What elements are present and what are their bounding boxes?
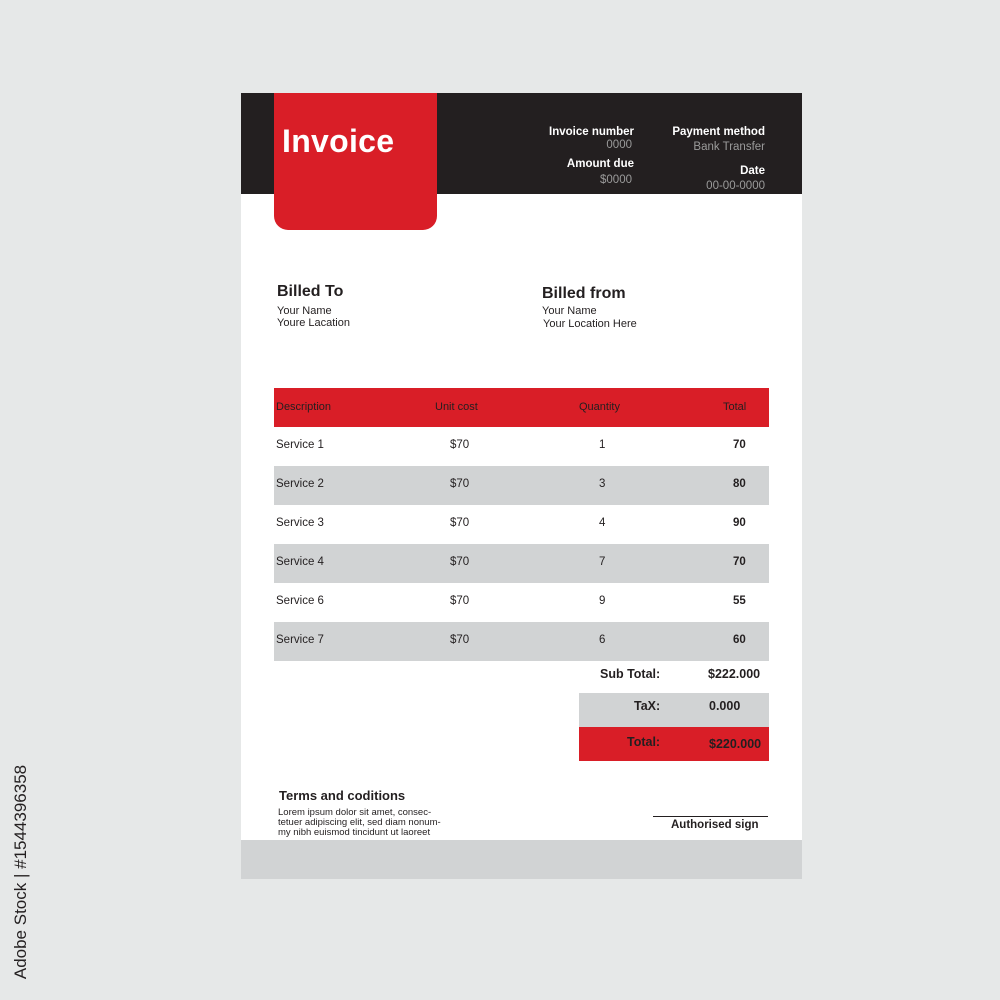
invoice-sheet <box>241 93 802 879</box>
stock-id-text: Adobe Stock | #1544396358 <box>11 764 30 980</box>
billed-from-name: Your Name <box>542 305 597 317</box>
row-description: Service 1 <box>276 439 324 451</box>
invoice-number-label: Invoice number <box>549 126 634 138</box>
row-unit-cost: $70 <box>450 517 470 529</box>
date-value: 00-00-0000 <box>706 180 765 192</box>
terms-line: tetuer adipiscing elit, sed diam nonum- <box>278 817 441 828</box>
signature-line <box>653 816 768 817</box>
row-unit-cost: $70 <box>450 634 470 646</box>
billed-to-heading: Billed To <box>277 283 344 300</box>
invoice-number-value: 0000 <box>606 139 632 151</box>
col-quantity: Quantity <box>579 401 620 413</box>
amount-due-label: Amount due <box>566 158 634 170</box>
total-label: Total: <box>627 735 661 749</box>
row-description: Service 7 <box>276 634 324 646</box>
terms-line: Lorem ipsum dolor sit amet, consec- <box>278 807 432 818</box>
row-total: 60 <box>733 634 746 646</box>
row-unit-cost: $70 <box>450 556 470 568</box>
signature-label: Authorised sign <box>671 819 759 831</box>
amount-due-value: $0000 <box>600 174 632 186</box>
col-total: Total <box>723 401 747 413</box>
invoice-title: Invoice <box>282 123 395 159</box>
table-header <box>274 388 769 427</box>
row-quantity: 4 <box>599 517 606 529</box>
tax-box <box>579 693 769 727</box>
billed-from-heading: Billed from <box>542 285 626 302</box>
row-quantity: 9 <box>599 595 606 607</box>
row-quantity: 1 <box>599 439 606 451</box>
billed-from-location: Your Location Here <box>543 318 637 330</box>
row-quantity: 7 <box>599 556 606 568</box>
table-row <box>274 622 769 661</box>
col-unit-cost: Unit cost <box>435 401 478 413</box>
row-total: 90 <box>733 517 746 529</box>
row-description: Service 4 <box>276 556 324 568</box>
row-unit-cost: $70 <box>450 478 470 490</box>
table-row <box>274 583 769 622</box>
col-description: Description <box>276 401 332 413</box>
row-description: Service 2 <box>276 478 324 490</box>
subtotal-value: $222.000 <box>708 667 761 681</box>
title-block <box>274 93 437 230</box>
row-description: Service 3 <box>276 517 324 529</box>
billed-to-location: Youre Lacation <box>277 317 350 329</box>
subtotal-label: Sub Total: <box>600 667 661 681</box>
total-box <box>579 727 769 761</box>
row-quantity: 6 <box>599 634 606 646</box>
payment-method-value: Bank Transfer <box>693 141 765 153</box>
table-row <box>274 544 769 583</box>
row-total: 80 <box>733 478 746 490</box>
billed-to-name: Your Name <box>277 305 332 317</box>
total-value: $220.000 <box>709 737 762 751</box>
row-total: 55 <box>733 595 746 607</box>
row-description: Service 6 <box>276 595 324 607</box>
row-quantity: 3 <box>599 478 606 490</box>
table-row <box>274 466 769 505</box>
terms-heading: Terms and coditions <box>279 788 406 803</box>
tax-value: 0.000 <box>709 699 741 713</box>
table-row <box>274 427 769 466</box>
row-unit-cost: $70 <box>450 439 470 451</box>
footer-bar <box>241 840 802 879</box>
row-total: 70 <box>733 556 746 568</box>
row-unit-cost: $70 <box>450 595 470 607</box>
table-row <box>274 505 769 544</box>
tax-label: TaX: <box>634 699 661 713</box>
row-total: 70 <box>733 439 746 451</box>
terms-line: my nibh euismod tincidunt ut laoreet <box>278 827 431 838</box>
date-label: Date <box>740 165 765 177</box>
payment-method-label: Payment method <box>672 126 765 138</box>
